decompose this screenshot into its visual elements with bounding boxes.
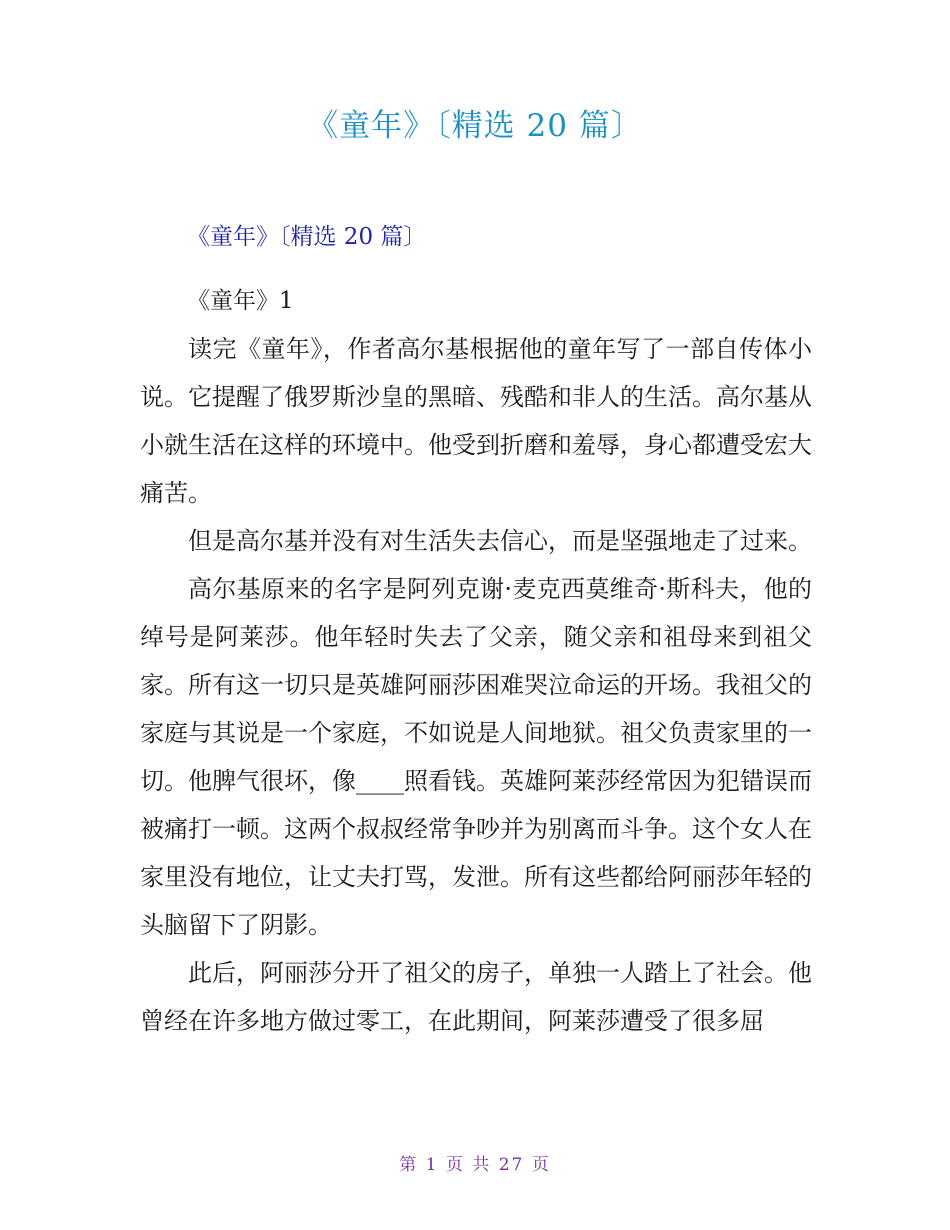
document-title: 《童年》〔精选 20 篇〕 [307, 108, 643, 144]
paragraph: 此后，阿丽莎分开了祖父的房子，单独一人踏上了社会。他曾经在许多地方做过零工，在此期间，阿莱莎遭受了很多屈 [140, 959, 812, 1035]
paragraph: 读完《童年》，作者高尔基根据他的童年写了一部自传体小说。它提醒了俄罗斯沙皇的黑暗、残酷和非人的生活。高尔基从小就生活在这样的环境中。他受到折磨和羞辱，身心都遭受宏大痛苦。 [140, 335, 812, 507]
section-heading: 《童年》1 [187, 288, 294, 314]
paragraph: 高尔基原来的名字是阿列克谢·麦克西莫维奇·斯科夫，他的绰号是阿莱莎。他年轻时失去了父亲，随父亲和祖母来到祖父家。所有这一切只是英雄阿丽莎困难哭泣命运的开场。我祖父的家庭与其说是一个家庭，不如说是人间地狱。祖父负责家里的一切。他脾气很坏，像____照看钱。英雄阿莱莎经常因为犯错误而被痛打一顿。这两个叔叔经常争吵并为别离而斗争。这个女人在家里没有地位，让丈夫打骂，发泄。所有这些都给阿丽莎年轻的头脑留下了阴影。 [140, 575, 812, 939]
body-text [140, 325, 812, 1045]
page-number-footer: 第 1 页 共 27 页 [399, 1155, 551, 1175]
document-subtitle: 《童年》〔精选 20 篇〕 [187, 224, 427, 250]
paragraph: 但是高尔基并没有对生活失去信心，而是坚强地走了过来。 [188, 527, 812, 555]
